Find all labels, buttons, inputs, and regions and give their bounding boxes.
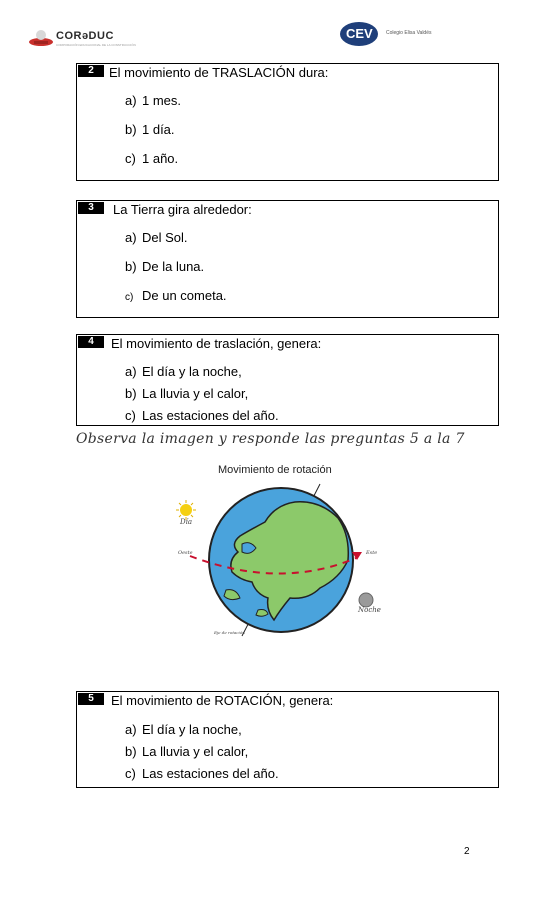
coreduc-logo-name: CORəDUC xyxy=(56,30,114,42)
option-letter: c) xyxy=(125,151,136,166)
question-text: El movimiento de TRASLACIÓN dura: xyxy=(109,65,329,80)
option-b xyxy=(125,386,248,401)
label-day: Día xyxy=(180,518,193,526)
option-letter: b) xyxy=(125,386,137,401)
option-text: Las estaciones del año. xyxy=(142,766,279,781)
option-text: 1 mes. xyxy=(142,93,182,108)
option-letter: c) xyxy=(125,292,134,303)
coreduc-logo-tagline: CORPORACIÓN EDUCACIONAL DE LA CONSTRUCCIÓN xyxy=(56,43,136,47)
option-a xyxy=(125,230,188,245)
page-header xyxy=(0,0,546,56)
question-number: 3 xyxy=(78,202,104,214)
cev-logo xyxy=(340,22,440,48)
option-text: 1 año. xyxy=(142,151,179,166)
option-letter: c) xyxy=(125,766,136,781)
option-a xyxy=(125,93,181,108)
option-b xyxy=(125,122,175,137)
option-text: Del Sol. xyxy=(142,230,188,245)
option-text: La lluvia y el calor, xyxy=(142,386,249,401)
moon-icon xyxy=(359,593,373,607)
rotation-illustration xyxy=(170,460,390,640)
page-number: 2 xyxy=(464,846,470,857)
question-text: El movimiento de traslación, genera: xyxy=(111,336,322,351)
question-number: 5 xyxy=(78,693,104,705)
option-a xyxy=(125,722,242,737)
option-b xyxy=(125,259,204,274)
label-east: Este xyxy=(366,550,378,556)
option-text: Las estaciones del año. xyxy=(142,408,279,423)
label-west: Oeste xyxy=(178,550,193,556)
option-letter: a) xyxy=(125,364,137,379)
option-c xyxy=(125,151,178,166)
sun-icon xyxy=(176,500,196,520)
illustration-title: Movimiento de rotación xyxy=(218,464,332,476)
coreduc-emblem-icon xyxy=(28,28,54,48)
question-box-4 xyxy=(76,334,499,426)
option-c xyxy=(125,288,227,303)
option-text: La lluvia y el calor, xyxy=(142,744,249,759)
option-text: 1 día. xyxy=(142,122,175,137)
label-axis: Eje de rotación xyxy=(214,630,245,635)
option-text: De la luna. xyxy=(142,259,205,274)
question-number: 4 xyxy=(78,336,104,348)
option-letter: c) xyxy=(125,408,136,423)
option-b xyxy=(125,744,248,759)
option-letter: a) xyxy=(125,93,137,108)
label-night: Noche xyxy=(358,606,381,614)
cev-badge xyxy=(340,22,378,46)
question-box-2 xyxy=(76,63,499,181)
question-text: La Tierra gira alrededor: xyxy=(113,202,252,217)
option-letter: b) xyxy=(125,744,137,759)
option-letter: a) xyxy=(125,722,137,737)
option-letter: b) xyxy=(125,259,137,274)
coreduc-logo xyxy=(28,26,136,50)
school-name: Colegio Elisa Valdés xyxy=(386,30,432,36)
option-c xyxy=(125,766,279,781)
option-text: El día y la noche, xyxy=(142,364,242,379)
question-box-5 xyxy=(76,691,499,788)
instruction-text: Observa la imagen y responde las preguntas 5 a la 7 xyxy=(76,431,465,447)
option-a xyxy=(125,364,242,379)
cev-logo-name: CEV xyxy=(346,26,373,41)
earth-drawing xyxy=(170,460,390,640)
option-text: El día y la noche, xyxy=(142,722,242,737)
question-number: 2 xyxy=(78,65,104,77)
option-letter: b) xyxy=(125,122,137,137)
question-box-3 xyxy=(76,200,499,318)
earth-island xyxy=(256,610,268,617)
option-c xyxy=(125,408,279,423)
question-text: El movimiento de ROTACIÓN, genera: xyxy=(111,693,334,708)
option-text: De un cometa. xyxy=(142,288,227,303)
option-letter: a) xyxy=(125,230,137,245)
